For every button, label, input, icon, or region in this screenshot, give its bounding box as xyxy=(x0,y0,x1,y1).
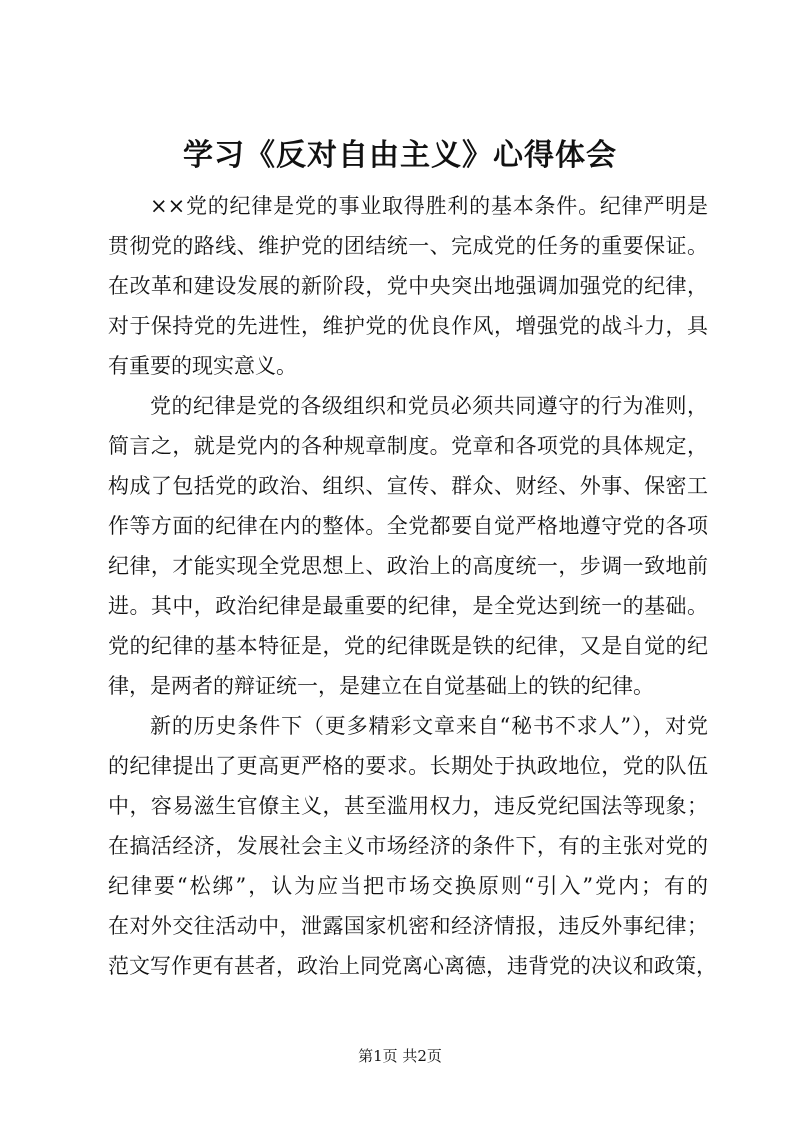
text-line: 纪律要“松绑”，认为应当把市场交换原则“引入”党内；有的 xyxy=(108,874,708,898)
text-line: 的纪律提出了更高更严格的要求。长期处于执政地位，党的队伍 xyxy=(108,754,708,778)
text-line: 贯彻党的路线、维护党的团结统一、完成党的任务的重要保证。 xyxy=(108,234,708,258)
paragraph-1 xyxy=(108,186,708,386)
document-title: 学习《反对自由主义》心得体会 xyxy=(183,138,617,173)
text-line: 作等方面的纪律在内的整体。全党都要自觉严格地遵守党的各项 xyxy=(108,514,708,538)
document-body xyxy=(108,186,717,986)
text-line: 在搞活经济，发展社会主义市场经济的条件下，有的主张对党的 xyxy=(108,834,708,858)
paragraph-2 xyxy=(108,386,708,706)
text-line: 纪律，才能实现全党思想上、政治上的高度统一，步调一致地前 xyxy=(108,554,708,578)
text-line: 构成了包括党的政治、组织、宣传、群众、财经、外事、保密工 xyxy=(108,474,708,498)
text-line: 有重要的现实意义。 xyxy=(108,354,297,378)
text-line: 在改革和建设发展的新阶段，党中央突出地强调加强党的纪律， xyxy=(108,274,708,298)
text-line: 中，容易滋生官僚主义，甚至滥用权力，违反党纪国法等现象； xyxy=(108,794,708,818)
text-line: 新的历史条件下（更多精彩文章来自“秘书不求人”），对党 xyxy=(150,714,708,738)
text-line: 对于保持党的先进性，维护党的优良作风，增强党的战斗力，具 xyxy=(108,314,708,338)
text-line: 范文写作更有甚者，政治上同党离心离德，违背党的决议和政策， xyxy=(108,954,717,978)
text-line: 律，是两者的辩证统一，是建立在自觉基础上的铁的纪律。 xyxy=(108,674,654,698)
text-line: ××党的纪律是党的事业取得胜利的基本条件。纪律严明是 xyxy=(150,194,708,218)
text-line: 党的纪律是党的各级组织和党员必须共同遵守的行为准则， xyxy=(150,394,708,418)
paragraph-3 xyxy=(108,706,717,986)
text-line: 简言之，就是党内的各种规章制度。党章和各项党的具体规定， xyxy=(108,434,708,458)
text-line: 进。其中，政治纪律是最重要的纪律，是全党达到统一的基础。 xyxy=(108,594,708,618)
page-number: 第1页 共2页 xyxy=(358,1047,442,1065)
text-line: 党的纪律的基本特征是，党的纪律既是铁的纪律，又是自觉的纪 xyxy=(108,634,708,658)
text-line: 在对外交往活动中，泄露国家机密和经济情报，违反外事纪律； xyxy=(108,914,708,938)
